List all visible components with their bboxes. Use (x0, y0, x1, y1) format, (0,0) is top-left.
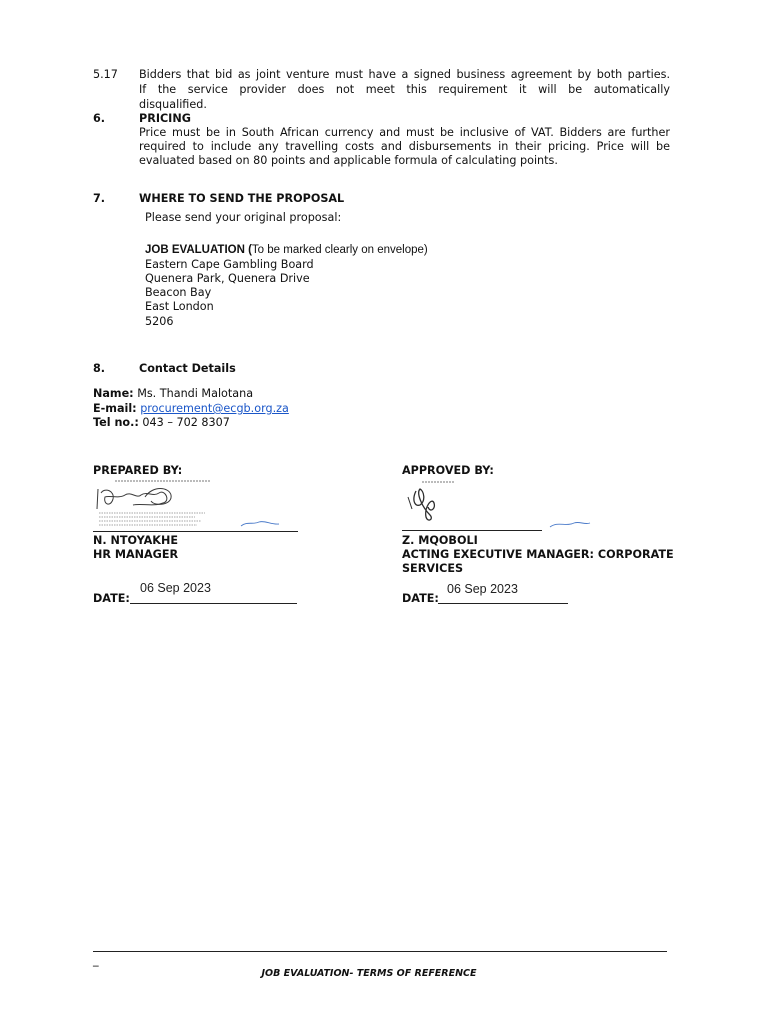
section-number-7: 7. (93, 192, 106, 205)
section-6-line-2: required to include any travelling costs and disbursements in their pricing. Price will be (139, 140, 670, 153)
contact-email-link[interactable]: procurement@ecgb.org.za (140, 402, 289, 415)
approved-signature-image (402, 477, 592, 531)
approved-signature-line (402, 530, 542, 531)
section-8-heading: Contact Details (139, 362, 236, 375)
address-title-note: To be marked clearly on envelope) (251, 244, 428, 256)
footer-dash: _ (93, 954, 99, 967)
approved-date-label: DATE: (402, 592, 439, 605)
contact-tel-label: Tel no.: (93, 416, 139, 429)
address-line-3: Beacon Bay (145, 286, 212, 299)
approved-name: Z. MQOBOLI (402, 534, 478, 547)
prepared-name: N. NTOYAKHE (93, 534, 178, 547)
address-line-1: Eastern Cape Gambling Board (145, 258, 314, 271)
contact-name-label: Name: (93, 387, 134, 400)
prepared-signature-line (93, 531, 298, 532)
address-line-4: East London (145, 300, 214, 313)
prepared-date-line (130, 603, 297, 604)
approved-title-line-1: ACTING EXECUTIVE MANAGER: CORPORATE (402, 548, 674, 561)
contact-email (93, 402, 289, 416)
section-5-17-line-1: Bidders that bid as joint venture must have a signed business agreement by both parties. (139, 68, 670, 81)
address-title (145, 243, 428, 257)
section-number-6: 6. (93, 112, 106, 125)
section-6-line-3: evaluated based on 80 points and applicable formula of calculating points. (139, 154, 558, 167)
contact-name (93, 387, 253, 401)
address-line-5: 5206 (145, 315, 174, 328)
approved-by-label: APPROVED BY: (402, 464, 494, 477)
prepared-date-value: 06 Sep 2023 (140, 581, 211, 595)
prepared-by-label: PREPARED BY: (93, 464, 183, 477)
section-5-17-line-2: If the service provider does not meet this requirement it will be automatically (139, 83, 670, 96)
approved-signature (402, 477, 592, 531)
contact-tel (93, 416, 230, 430)
section-6-line-1: Price must be in South African currency and must be inclusive of VAT. Bidders are further (139, 126, 670, 139)
address-line-2: Quenera Park, Quenera Drive (145, 272, 310, 285)
footer-title: JOB EVALUATION- TERMS OF REFERENCE (261, 968, 477, 979)
approved-title-line-2: SERVICES (402, 562, 464, 575)
address-title-bold: JOB EVALUATION ( (145, 244, 252, 256)
section-5-17-line-3: disqualified. (139, 98, 207, 111)
section-number-5-17: 5.17 (93, 68, 118, 81)
footer-rule (93, 951, 667, 952)
prepared-date-label: DATE: (93, 592, 130, 605)
section-6-heading: PRICING (139, 112, 191, 125)
prepared-signature (93, 477, 298, 531)
contact-name-value: Ms. Thandi Malotana (137, 387, 254, 400)
approved-date-line (438, 603, 568, 604)
section-7-intro: Please send your original proposal: (145, 211, 342, 224)
prepared-title: HR MANAGER (93, 548, 179, 561)
approved-date-value: 06 Sep 2023 (447, 582, 518, 596)
contact-tel-value: 043 – 702 8307 (142, 416, 230, 429)
prepared-signature-image (93, 477, 298, 531)
section-7-heading: WHERE TO SEND THE PROPOSAL (139, 192, 345, 205)
contact-email-label: E-mail: (93, 402, 137, 415)
section-number-8: 8. (93, 362, 106, 375)
